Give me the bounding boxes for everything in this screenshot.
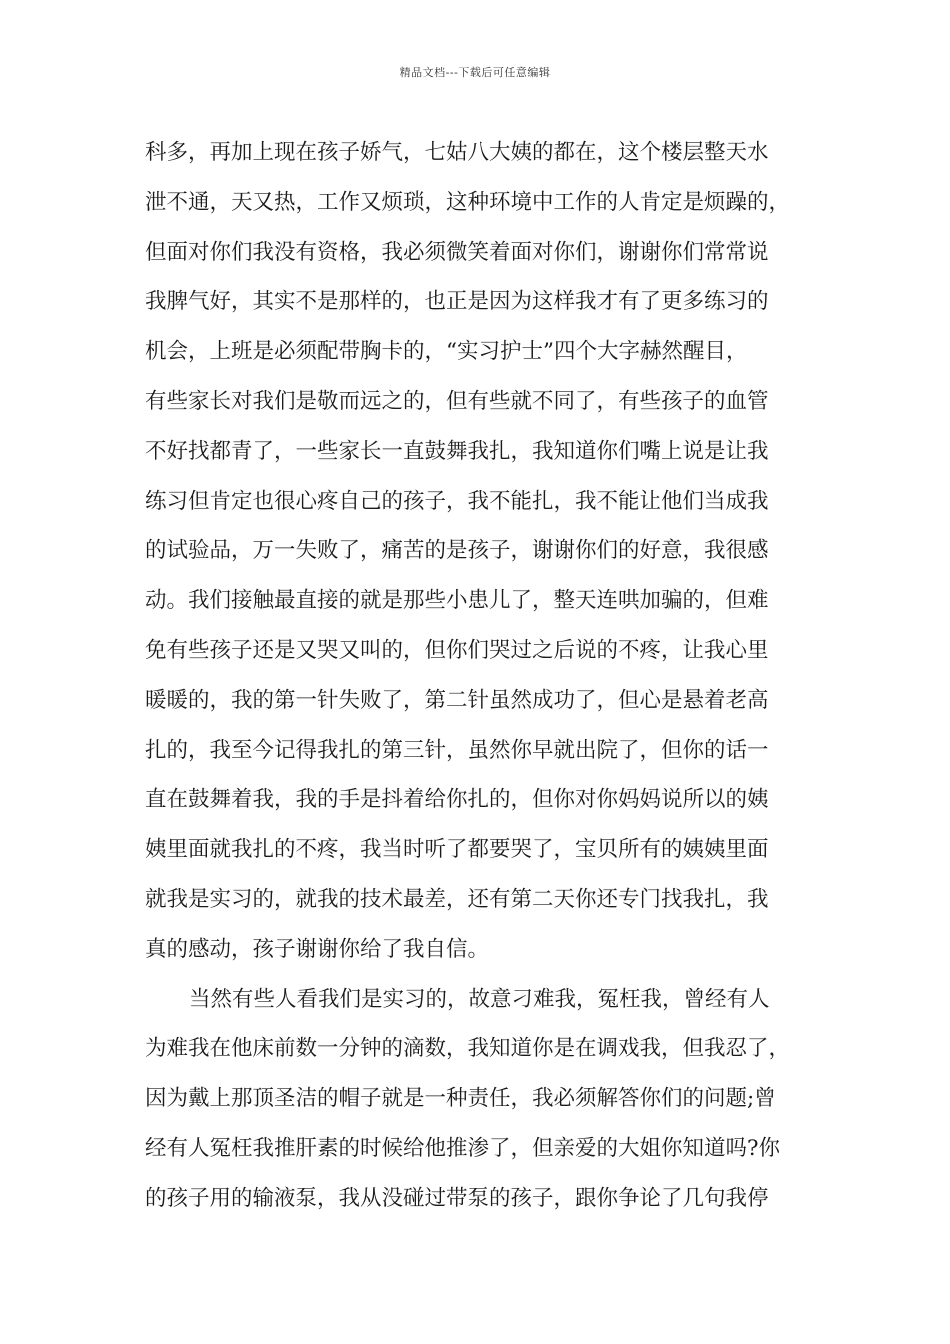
- paragraph-2: [145, 975, 825, 1224]
- text-line: 机会，上班是必须配带胸卡的，“实习护士”四个大字赫然醒目，: [145, 339, 748, 365]
- text-line: 动。我们接触最直接的就是那些小患儿了，整天连哄加骗的，但难: [145, 588, 769, 614]
- text-line: 就我是实习的，就我的技术最差，还有第二天你还专门找我扎，我: [145, 886, 769, 912]
- text-line: 科多，再加上现在孩子娇气，七姑八大姨的都在，这个楼层整天水: [145, 140, 769, 165]
- text-line: 经有人冤枉我推肝素的时候给他推渗了，但亲爱的大姐你知道吗?你: [145, 1135, 781, 1161]
- page-header: 精品文档---下载后可任意编辑: [399, 66, 551, 79]
- text-line: 但面对你们我没有资格，我必须微笑着面对你们，谢谢你们常常说: [145, 239, 769, 265]
- text-line: 扎的，我至今记得我扎的第三针，虽然你早就出院了，但你的话一: [145, 737, 769, 763]
- paragraph-1: [145, 128, 825, 975]
- document-body: [145, 128, 825, 1224]
- text-line: 的孩子用的输液泵，我从没碰过带泵的孩子，跟你争论了几句我停: [145, 1185, 769, 1211]
- text-line: 有些家长对我们是敬而远之的，但有些就不同了，有些孩子的血管: [145, 388, 769, 414]
- text-line: 姨里面就我扎的不疼，我当时听了都要哭了，宝贝所有的姨姨里面: [145, 837, 769, 863]
- text-line: 免有些孩子还是又哭又叫的，但你们哭过之后说的不疼，让我心里: [145, 637, 769, 663]
- text-line: 的试验品，万一失败了，痛苦的是孩子，谢谢你们的好意，我很感: [145, 538, 769, 564]
- text-line: 练习但肯定也很心疼自己的孩子，我不能扎，我不能让他们当成我: [145, 488, 769, 514]
- text-line: 不好找都青了，一些家长一直鼓舞我扎，我知道你们嘴上说是让我: [145, 438, 769, 464]
- text-line: 为难我在他床前数一分钟的滴数，我知道你是在调戏我，但我忍了，: [145, 1036, 791, 1062]
- text-line: 泄不通，天又热，工作又烦琐，这种环境中工作的人肯定是烦躁的，: [145, 189, 791, 215]
- text-line: 真的感动，孩子谢谢你给了我自信。: [145, 936, 490, 962]
- text-line: 直在鼓舞着我，我的手是抖着给你扎的，但你对你妈妈说所以的姨: [145, 787, 769, 813]
- text-line: 我脾气好，其实不是那样的，也正是因为这样我才有了更多练习的: [145, 289, 769, 315]
- text-line: 当然有些人看我们是实习的，故意刁难我，冤枉我，曾经有人: [189, 986, 770, 1012]
- text-line: 暖暖的，我的第一针失败了，第二针虽然成功了，但心是悬着老高: [145, 687, 769, 713]
- text-line: 因为戴上那顶圣洁的帽子就是一种责任，我必须解答你们的问题;曾: [145, 1086, 776, 1112]
